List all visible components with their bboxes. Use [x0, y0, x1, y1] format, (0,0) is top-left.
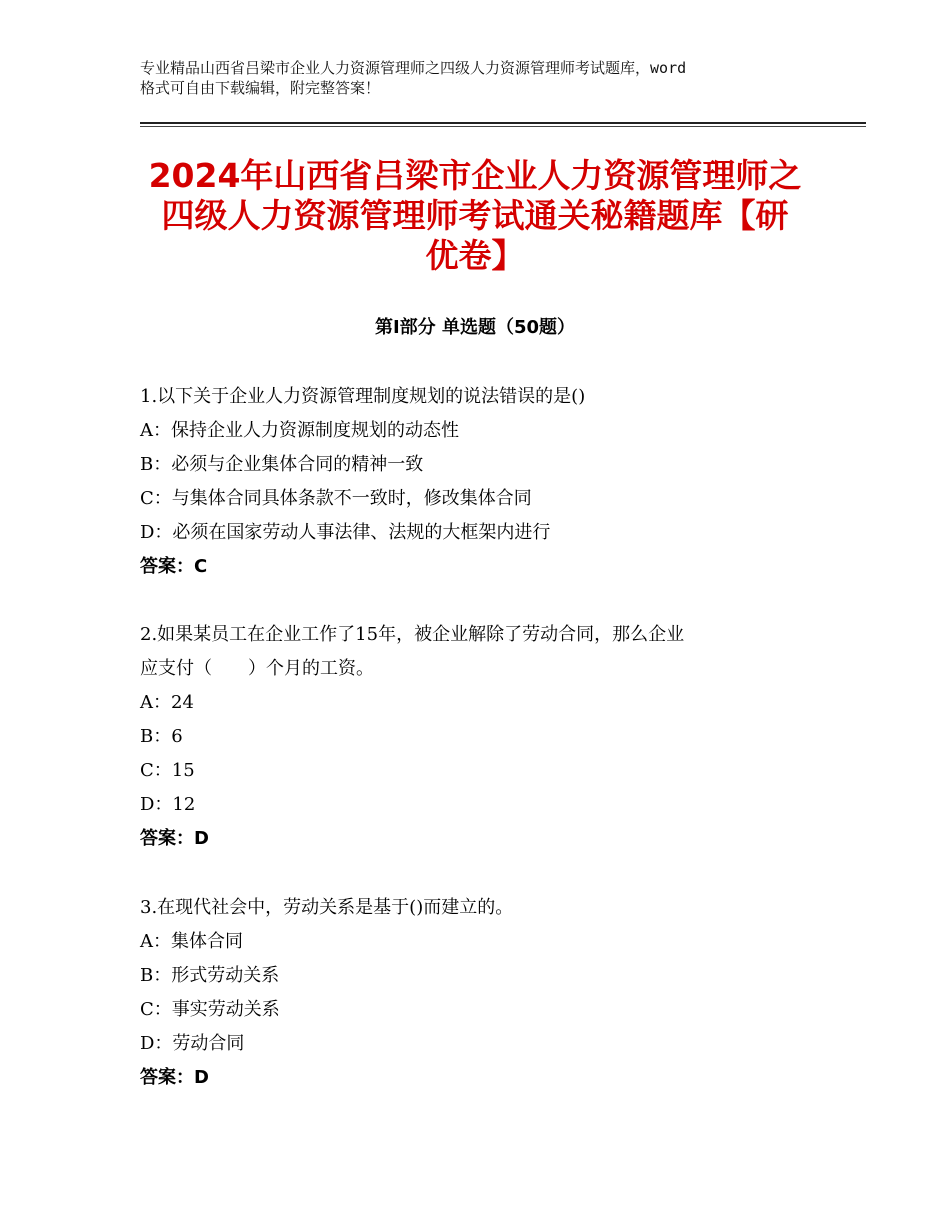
option-a: A：集体合同	[140, 931, 243, 952]
title-line-2: 四级人力资源管理师考试通关秘籍题库【研	[161, 196, 789, 235]
header-line-2: 格式可自由下载编辑，附完整答案！	[140, 79, 381, 97]
question-stem-line-2: 应支付（ ）个月的工资。	[140, 658, 374, 679]
question-stem: 2.如果某员工在企业工作了15年，被企业解除了劳动合同，那么企业	[140, 624, 685, 645]
option-c: C：15	[140, 760, 195, 781]
header-rule-thick	[140, 122, 866, 124]
option-c: C：事实劳动关系	[140, 999, 280, 1020]
option-b: B：形式劳动关系	[140, 965, 280, 986]
option-d: D：劳动合同	[140, 1033, 245, 1054]
option-d: D：必须在国家劳动人事法律、法规的大框架内进行	[140, 522, 551, 543]
option-b: B：必须与企业集体合同的精神一致	[140, 454, 424, 475]
answer: 答案：D	[140, 1067, 209, 1088]
question-3	[140, 891, 820, 1095]
header-line-1: 专业精品山西省吕梁市企业人力资源管理师之四级人力资源管理师考试题库，word	[140, 59, 687, 77]
option-b: B：6	[140, 726, 183, 747]
title-line-1: 2024年山西省吕梁市企业人力资源管理师之	[148, 156, 802, 195]
title-line-3: 优卷】	[425, 236, 525, 275]
option-a: A：24	[140, 692, 194, 713]
document-header	[140, 58, 820, 98]
answer: 答案：C	[140, 556, 208, 577]
question-1	[140, 380, 820, 584]
option-a: A：保持企业人力资源制度规划的动态性	[140, 420, 459, 441]
option-d: D：12	[140, 794, 196, 815]
header-rule-thin	[140, 126, 866, 127]
option-c: C：与集体合同具体条款不一致时，修改集体合同	[140, 488, 532, 509]
section-heading: 第Ⅰ部分 单选题（50题）	[374, 317, 575, 338]
question-2	[140, 618, 820, 856]
document-title	[100, 156, 850, 276]
question-stem: 3.在现代社会中，劳动关系是基于()而建立的。	[140, 897, 514, 918]
answer: 答案：D	[140, 828, 209, 849]
question-stem: 1.以下关于企业人力资源管理制度规划的说法错误的是()	[140, 386, 586, 407]
